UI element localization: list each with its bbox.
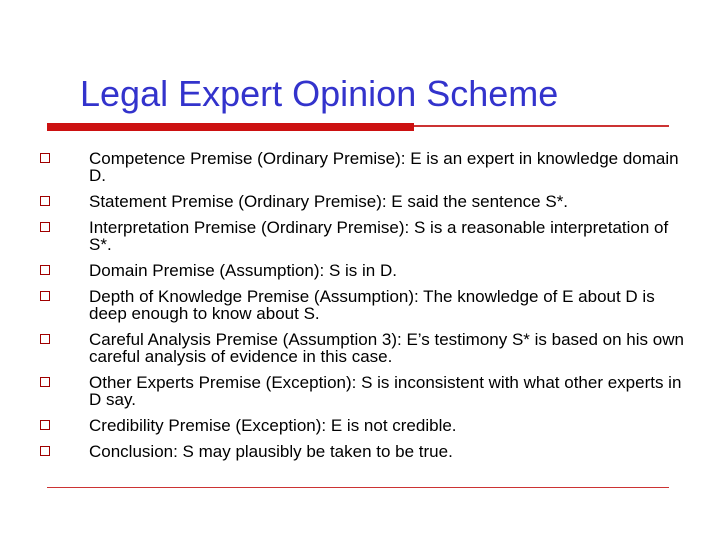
bullet-list bbox=[40, 150, 690, 469]
bullet-text: Careful Analysis Premise (Assumption 3): E’s testimony S* is based on his own careful analysis of evidence in this case. bbox=[89, 330, 684, 366]
bullet-text: Credibility Premise (Exception): E is not credible. bbox=[89, 416, 457, 435]
square-bullet-icon bbox=[40, 153, 50, 163]
bullet-item bbox=[40, 331, 690, 365]
bullet-text: Depth of Knowledge Premise (Assumption): The knowledge of E about D is deep enough to know about S. bbox=[89, 287, 655, 323]
bullet-item bbox=[40, 150, 690, 184]
bullet-text: Conclusion: S may plausibly be taken to be true. bbox=[89, 442, 453, 461]
title-underline-accent-bar bbox=[47, 123, 414, 131]
bullet-item bbox=[40, 219, 690, 253]
square-bullet-icon bbox=[40, 222, 50, 232]
bullet-item bbox=[40, 417, 690, 434]
bullet-text: Domain Premise (Assumption): S is in D. bbox=[89, 261, 397, 280]
bullet-item bbox=[40, 374, 690, 408]
bullet-item bbox=[40, 193, 690, 210]
slide-title: Legal Expert Opinion Scheme bbox=[80, 73, 559, 114]
footer-rule bbox=[47, 487, 669, 488]
bullet-text: Other Experts Premise (Exception): S is inconsistent with what other experts in D say. bbox=[89, 373, 682, 409]
square-bullet-icon bbox=[40, 420, 50, 430]
bullet-item bbox=[40, 443, 690, 460]
square-bullet-icon bbox=[40, 377, 50, 387]
bullet-text: Interpretation Premise (Ordinary Premise): S is a reasonable interpretation of S*. bbox=[89, 218, 669, 254]
bullet-item bbox=[40, 288, 690, 322]
bullet-text: Competence Premise (Ordinary Premise): E is an expert in knowledge domain D. bbox=[89, 149, 679, 185]
square-bullet-icon bbox=[40, 291, 50, 301]
bullet-item bbox=[40, 262, 690, 279]
square-bullet-icon bbox=[40, 446, 50, 456]
bullet-text: Statement Premise (Ordinary Premise): E said the sentence S*. bbox=[89, 192, 569, 211]
square-bullet-icon bbox=[40, 196, 50, 206]
square-bullet-icon bbox=[40, 334, 50, 344]
square-bullet-icon bbox=[40, 265, 50, 275]
